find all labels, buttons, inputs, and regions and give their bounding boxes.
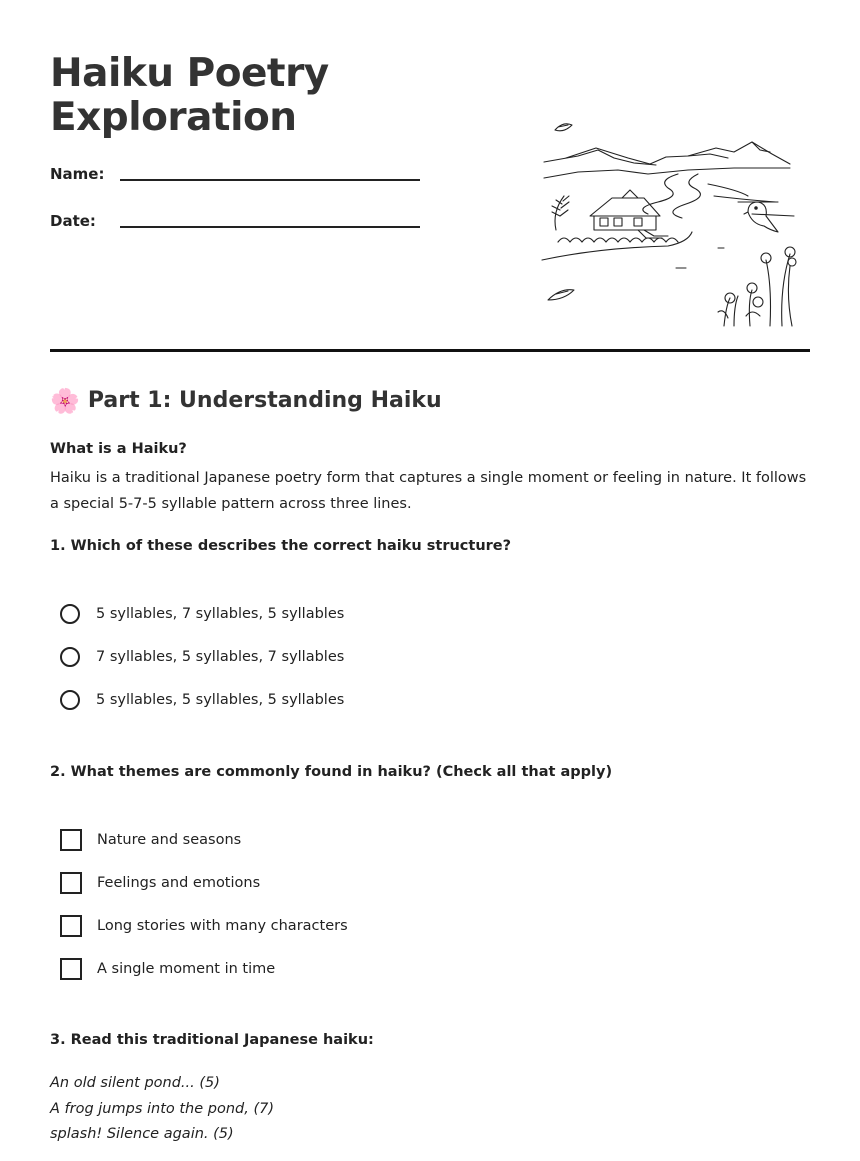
cherry-blossom-icon: 🌸 (50, 386, 80, 415)
radio-icon[interactable] (60, 690, 80, 710)
name-field[interactable] (50, 165, 104, 183)
q2-option-3-label: Long stories with many characters (97, 918, 348, 934)
title-line-1: Haiku Poetry (50, 51, 329, 96)
checkbox-icon[interactable] (60, 829, 82, 851)
part1-intro: Haiku is a traditional Japanese poetry form that captures a single moment or feeling in nature. It follows a special 5-7-5 syllable pattern across three lines. (50, 470, 807, 512)
q2-option-1-label: Nature and seasons (97, 832, 242, 848)
question-1: 1. Which of these describes the correct haiku structure? (50, 538, 512, 554)
page-title (50, 52, 390, 140)
question-3: 3. Read this traditional Japanese haiku: (50, 1032, 374, 1048)
q1-option-2[interactable] (60, 647, 344, 667)
question-2: 2. What themes are commonly found in haiku? (Check all that apply) (50, 764, 613, 780)
part1-heading (50, 388, 442, 413)
checkbox-icon[interactable] (60, 915, 82, 937)
q1-option-3-label: 5 syllables, 5 syllables, 5 syllables (96, 692, 345, 708)
q2-option-3[interactable] (60, 915, 348, 937)
radio-icon[interactable] (60, 647, 80, 667)
q1-option-1[interactable] (60, 604, 344, 624)
title-line-2: Exploration (50, 95, 297, 140)
poem-line-2: A frog jumps into the pond, (7) (50, 1100, 275, 1117)
q1-option-3[interactable] (60, 690, 344, 710)
q2-option-2-label: Feelings and emotions (97, 875, 261, 891)
name-label: Name: (50, 165, 105, 183)
checkbox-icon[interactable] (60, 872, 82, 894)
part1-subheading: What is a Haiku? (50, 441, 187, 457)
date-label: Date: (50, 212, 96, 230)
date-field[interactable] (50, 212, 96, 230)
haiku-poem (50, 1071, 274, 1148)
q2-option-4-label: A single moment in time (97, 961, 276, 977)
q2-option-4[interactable] (60, 958, 275, 980)
radio-icon[interactable] (60, 604, 80, 624)
section-divider (50, 349, 810, 352)
poem-line-1: An old silent pond... (5) (50, 1075, 220, 1091)
q1-option-1-label: 5 syllables, 7 syllables, 5 syllables (96, 606, 345, 622)
poem-line-3: splash! Silence again. (5) (50, 1126, 234, 1142)
name-line[interactable] (120, 179, 420, 181)
date-line[interactable] (120, 226, 420, 228)
q1-option-2-label: 7 syllables, 5 syllables, 7 syllables (96, 649, 345, 665)
part1-heading-text: Part 1: Understanding Haiku (87, 388, 442, 413)
landscape-illustration-icon (538, 112, 802, 332)
q2-option-2[interactable] (60, 872, 260, 894)
q2-option-1[interactable] (60, 829, 241, 851)
checkbox-icon[interactable] (60, 958, 82, 980)
